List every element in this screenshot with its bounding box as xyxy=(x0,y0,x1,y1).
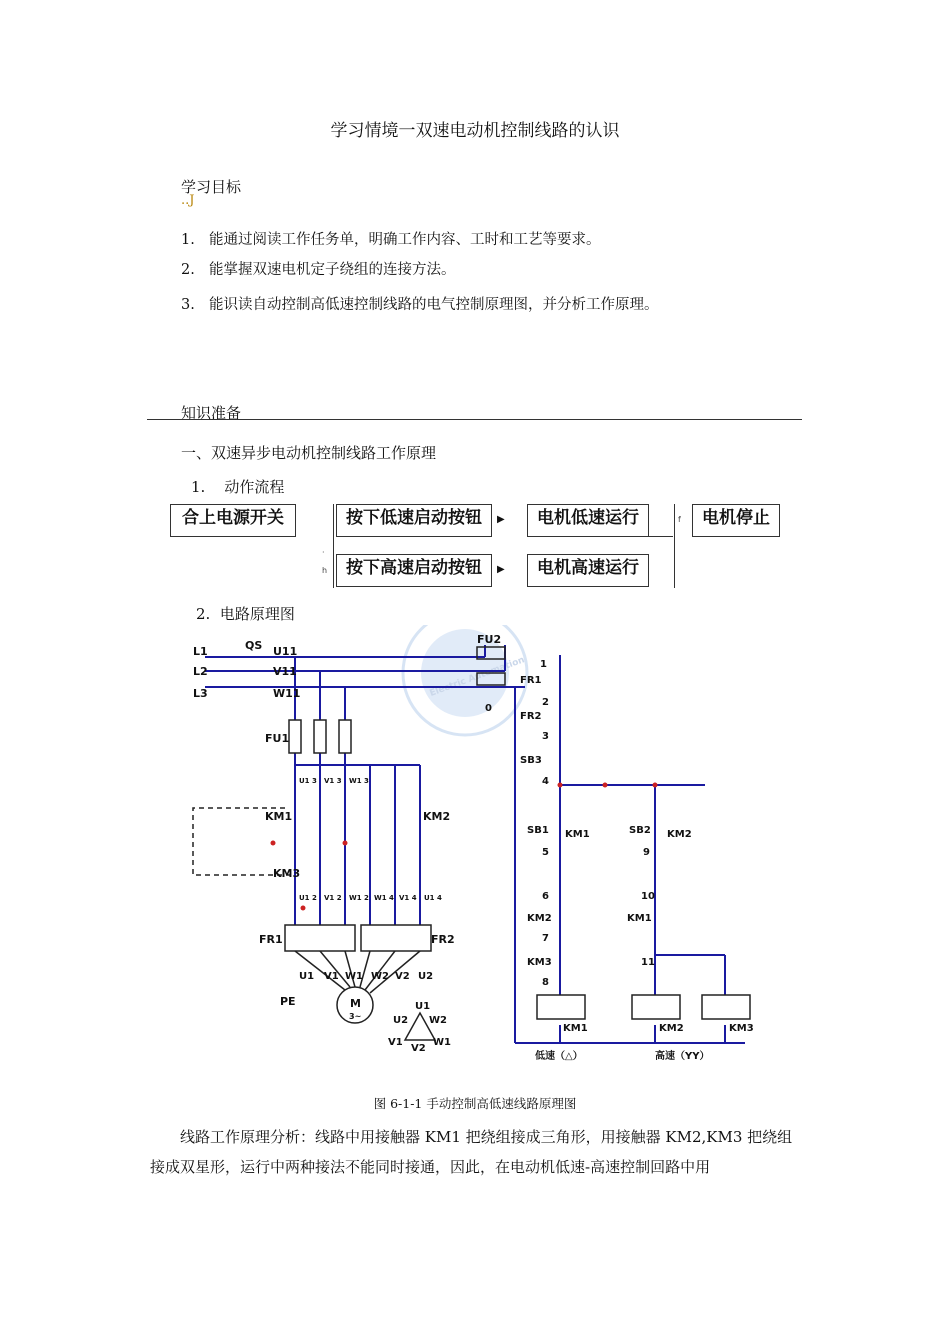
flow-tag-dot: · xyxy=(322,548,325,557)
circuit-label xyxy=(196,603,295,624)
label-qs: QS xyxy=(245,639,263,652)
circuit-label-text: 电路原理图 xyxy=(219,605,295,623)
label-km1: KM1 xyxy=(265,810,293,823)
label-fr2-ctrl: FR2 xyxy=(520,711,542,722)
label-km2-coil: KM2 xyxy=(659,1023,684,1034)
flow-box-high-button: 按下高速启动按钮 xyxy=(336,554,492,587)
label-node: 6 xyxy=(542,891,549,902)
section-divider xyxy=(147,419,802,420)
flow-box-stop: 电机停止 xyxy=(692,504,780,537)
label-km1-ctrl: KM1 xyxy=(565,829,590,840)
label-mid-term: U1 4 xyxy=(424,894,442,902)
label-fr2: FR2 xyxy=(431,933,455,946)
label-l2: L2 xyxy=(193,665,208,678)
label-km2-ctrl: KM2 xyxy=(667,829,692,840)
label-delta: U2 xyxy=(393,1015,409,1026)
label-motor-term: V1 xyxy=(324,971,339,982)
figure-caption: 图 6-1-1 手动控制高低速线路原理图 xyxy=(373,1096,577,1111)
circuit-diagram xyxy=(185,625,765,1070)
objective-num: 1. xyxy=(181,232,195,248)
objective-item xyxy=(181,228,601,249)
objective-num: 2. xyxy=(181,262,195,278)
label-delta: U1 xyxy=(415,1001,431,1012)
flow-label xyxy=(191,476,284,497)
objectives-mark: ..J xyxy=(181,193,195,208)
label-node: 11 xyxy=(641,957,655,968)
flow-label-text: 动作流程 xyxy=(224,478,285,496)
label-km3-coil: KM3 xyxy=(729,1023,754,1034)
label-motor-term: U1 xyxy=(299,971,315,982)
label-v11: V11 xyxy=(273,665,297,678)
flow-connector xyxy=(333,504,334,588)
label-l1: L1 xyxy=(193,645,208,658)
label-fu-term: V1 3 xyxy=(324,777,342,785)
label-node: 10 xyxy=(641,891,655,902)
flow-connector xyxy=(647,536,673,537)
flow-box-low-button: 按下低速启动按钮 xyxy=(336,504,492,537)
page-title: 学习情境一双速电动机控制线路的认识 xyxy=(330,121,620,141)
label-fu2: FU2 xyxy=(477,633,502,646)
label-motor-term: U2 xyxy=(418,971,434,982)
label-w11: W11 xyxy=(273,687,301,700)
flow-arrow: ▶ xyxy=(497,514,505,525)
objective-text: 能掌握双速电机定子绕组的连接方法。 xyxy=(209,262,456,278)
knowledge-heading: 知识准备 xyxy=(181,404,242,422)
objective-text: 能识读自动控制高低速控制线路的电气控制原理图，并分析工作原理。 xyxy=(209,297,659,313)
label-high-speed: 高速（YY） xyxy=(655,1051,710,1062)
label-mid-term: W1 4 xyxy=(374,894,394,902)
flow-label-num: 1. xyxy=(191,478,206,496)
flow-tag-f: f xyxy=(678,515,681,524)
label-u11: U11 xyxy=(273,645,298,658)
circuit-label-num: 2. xyxy=(196,605,211,623)
label-node: 0 xyxy=(485,703,492,714)
label-node: 4 xyxy=(542,776,549,787)
label-node: 9 xyxy=(643,847,650,858)
label-sb1: SB1 xyxy=(527,825,549,836)
watermark-text: Electric Automation xyxy=(428,655,527,699)
label-node: 2 xyxy=(542,697,549,708)
label-mid-term: V1 4 xyxy=(399,894,417,902)
flow-box-power-on: 合上电源开关 xyxy=(170,504,296,537)
label-km2: KM2 xyxy=(423,810,451,823)
label-mid-term: U1 2 xyxy=(299,894,317,902)
label-low-speed: 低速（△） xyxy=(535,1051,583,1062)
label-km1-coil: KM1 xyxy=(563,1023,588,1034)
label-km3-ctrl: KM3 xyxy=(527,957,552,968)
objective-text: 能通过阅读工作任务单，明确工作内容、工时和工艺等要求。 xyxy=(209,232,601,248)
label-km3: KM3 xyxy=(273,867,301,880)
flow-box-high-run: 电机高速运行 xyxy=(527,554,649,587)
label-motor: M xyxy=(350,997,361,1010)
knowledge-subheading: 一、双速异步电动机控制线路工作原理 xyxy=(181,444,437,462)
label-node: 1 xyxy=(540,659,547,670)
label-node: 3 xyxy=(542,731,549,742)
label-motor-term: W1 xyxy=(345,971,363,982)
label-pe: PE xyxy=(280,995,296,1008)
label-fu-term: U1 3 xyxy=(299,777,317,785)
objective-item xyxy=(181,293,659,314)
label-fu-term: W1 3 xyxy=(349,777,369,785)
label-delta: W2 xyxy=(429,1015,447,1026)
action-flowchart xyxy=(170,504,800,588)
label-mid-term: V1 2 xyxy=(324,894,342,902)
flow-box-low-run: 电机低速运行 xyxy=(527,504,649,537)
label-km1-ctrl: KM1 xyxy=(627,913,652,924)
label-node: 7 xyxy=(542,933,549,944)
label-motor-sub: 3~ xyxy=(349,1012,362,1021)
objective-num: 3. xyxy=(181,297,195,313)
label-mid-term: W1 2 xyxy=(349,894,369,902)
label-l3: L3 xyxy=(193,687,208,700)
label-sb2: SB2 xyxy=(629,825,651,836)
flow-tag-h: h xyxy=(322,566,328,575)
objective-item xyxy=(181,258,456,279)
analysis-paragraph xyxy=(150,1122,800,1182)
flow-connector xyxy=(674,504,675,588)
label-delta: W1 xyxy=(433,1037,451,1048)
label-motor-term: V2 xyxy=(395,971,410,982)
label-fr1: FR1 xyxy=(259,933,283,946)
label-km2-ctrl: KM2 xyxy=(527,913,552,924)
label-motor-term: W2 xyxy=(371,971,389,982)
label-fr1-ctrl: FR1 xyxy=(520,675,542,686)
watermark xyxy=(403,625,527,735)
label-delta: V1 xyxy=(388,1037,403,1048)
label-node: 5 xyxy=(542,847,549,858)
label-delta: V2 xyxy=(411,1043,426,1054)
label-sb3: SB3 xyxy=(520,755,542,766)
objectives-heading: 学习目标 xyxy=(181,178,242,196)
analysis-text: 线路工作原理分析：线路中用接触器 KM1 把绕组接成三角形，用接触器 KM2,KM3 把绕组接成双星形，运行中两种接法不能同时接通，因此，在电动机低速-高速控制回路中用 xyxy=(150,1128,793,1176)
label-node: 8 xyxy=(542,977,549,988)
label-fu1: FU1 xyxy=(265,732,290,745)
flow-arrow: ▶ xyxy=(497,564,505,575)
